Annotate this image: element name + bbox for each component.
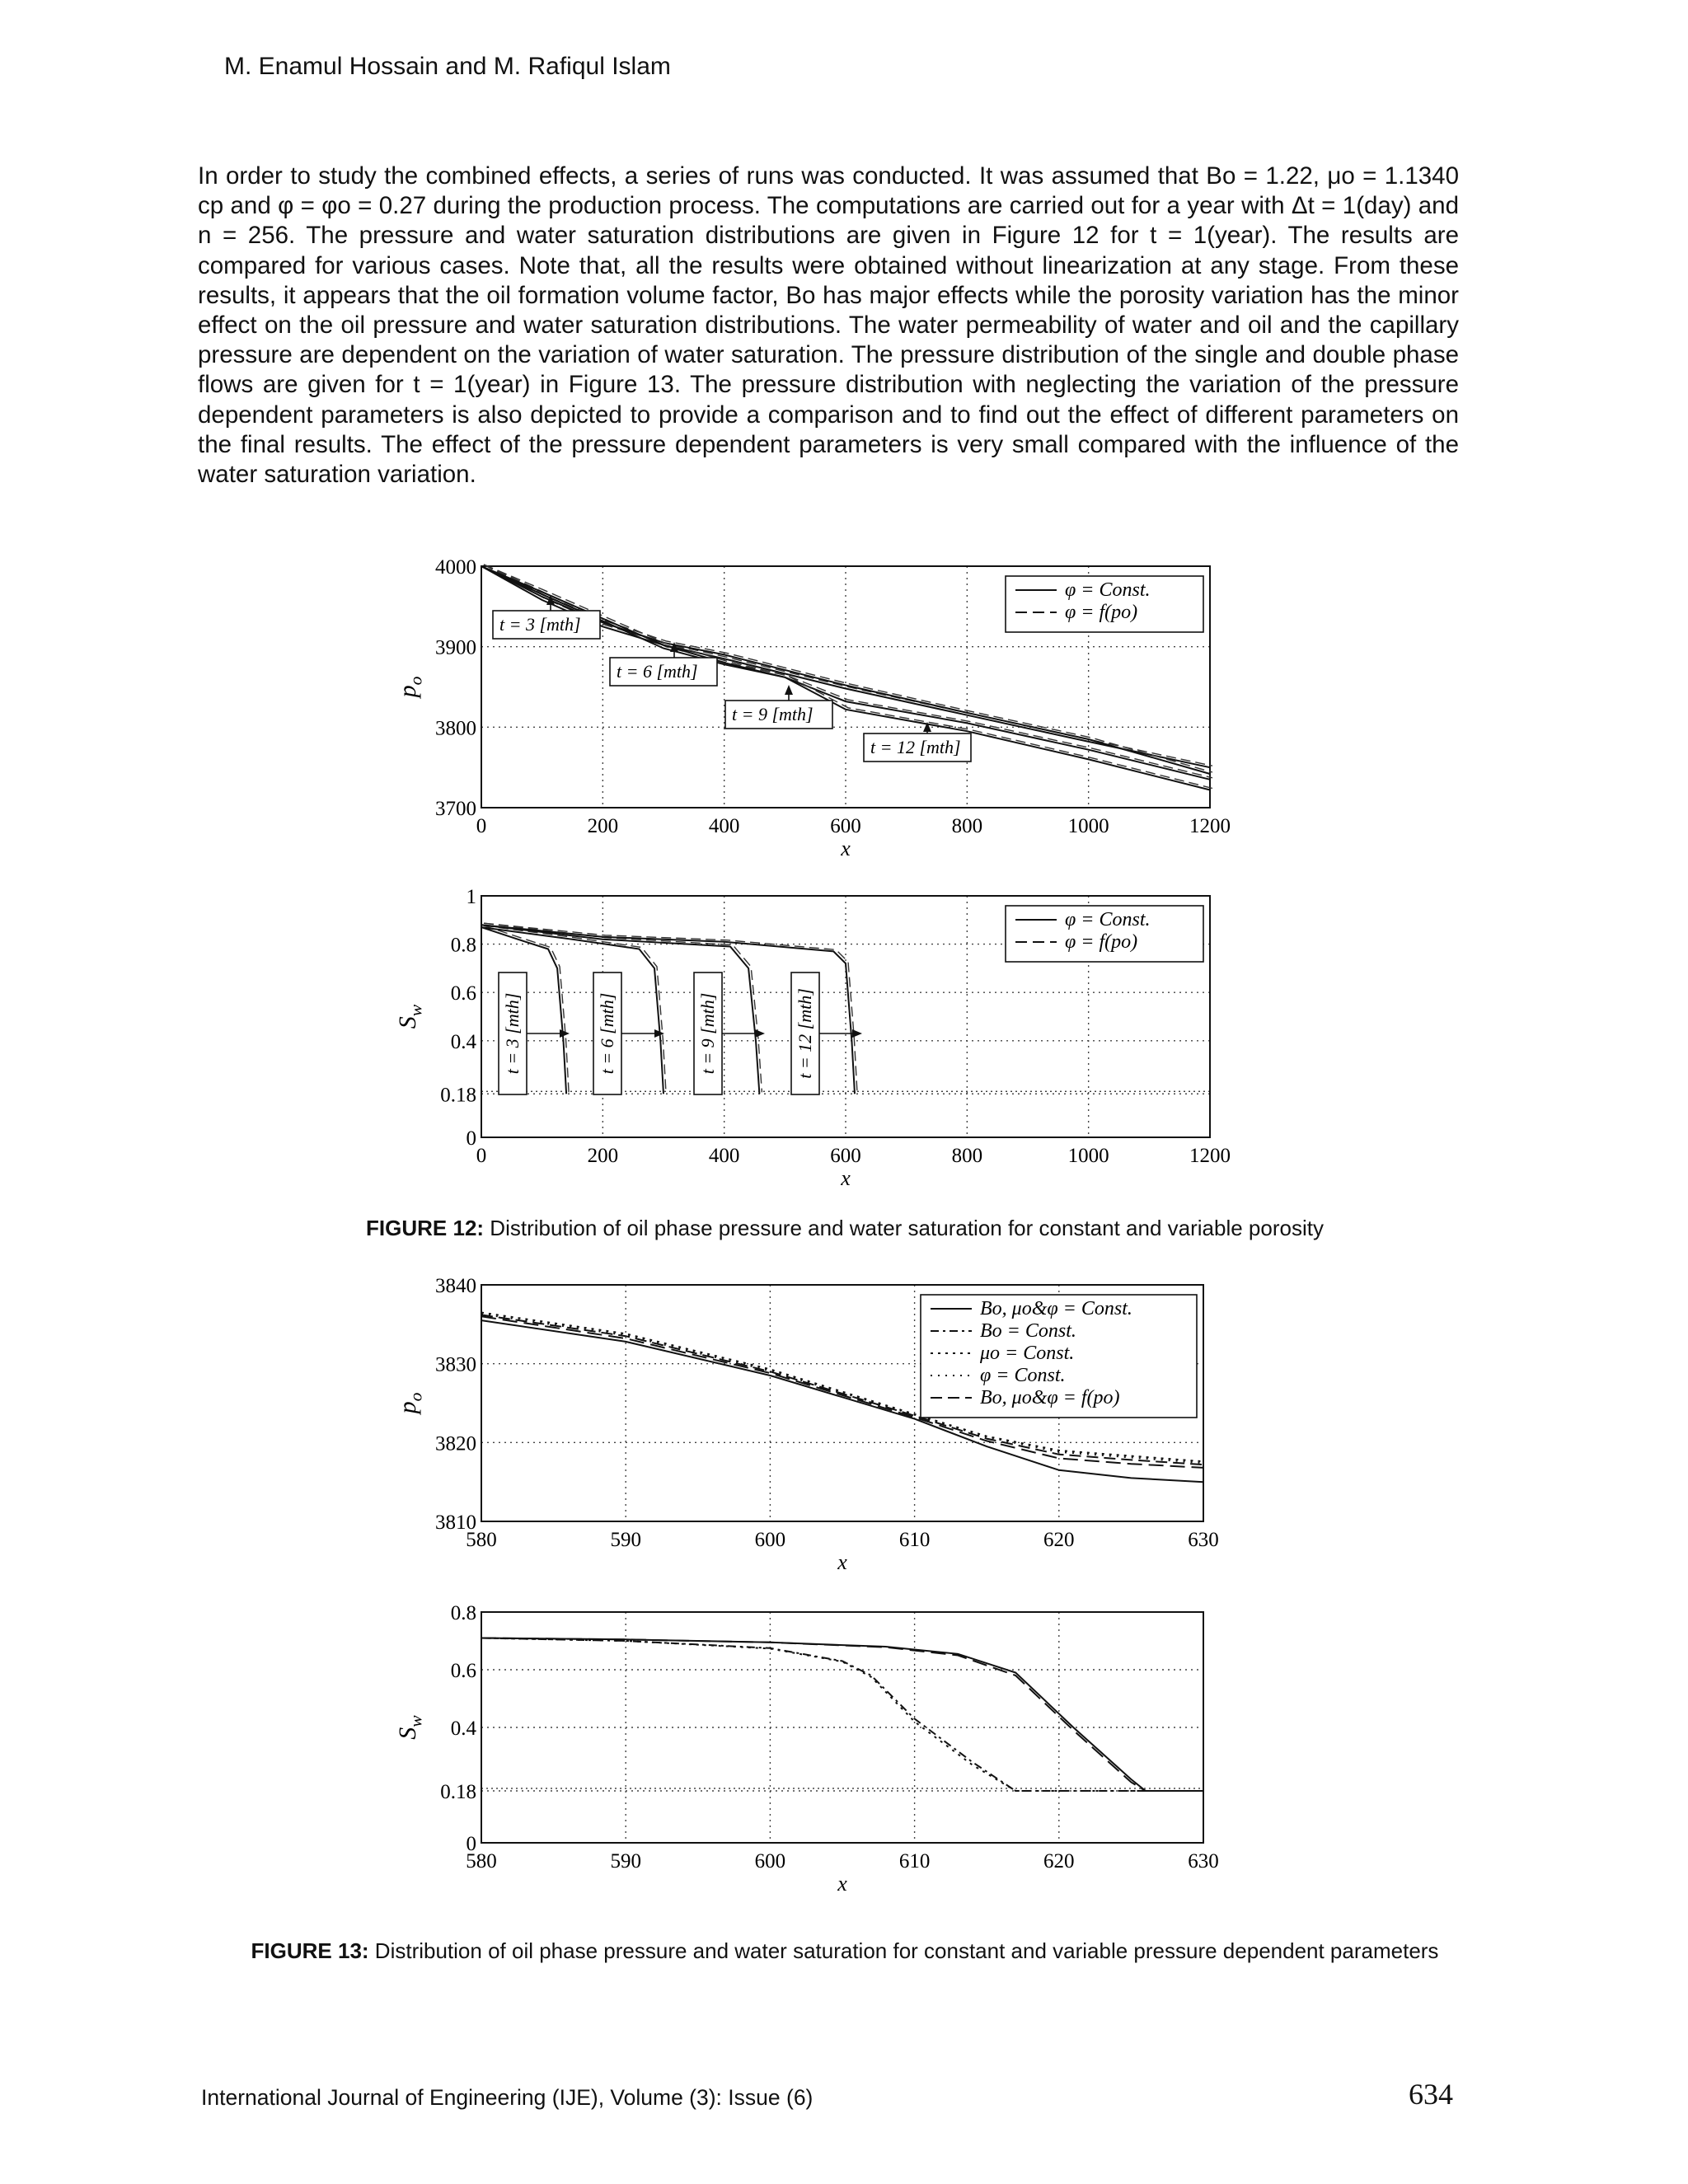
x-tick-label: 800 [951,1145,983,1167]
y-tick-label: 3830 [435,1353,476,1376]
fig13a-plot [394,1275,1219,1574]
plot-frame [481,1612,1203,1843]
x-tick-label: 580 [466,1850,497,1872]
legend-entry: φ = f(po) [1065,602,1138,623]
figure-13-caption [165,1937,1525,1965]
legend-entry: φ = f(po) [1065,931,1138,953]
x-tick-label: 200 [587,1145,619,1167]
figure-12 [0,552,1688,1195]
y-tick-label: 0 [466,1833,476,1855]
annotation-label: t = 9 [mth] [697,992,718,1075]
x-axis-label: x [841,837,851,860]
x-tick-label: 590 [610,1529,641,1551]
y-tick-label: 3800 [435,717,476,740]
x-tick-label: 630 [1188,1529,1219,1551]
y-tick-label: 3700 [435,798,476,820]
y-tick-label: 0 [466,1127,476,1150]
x-tick-label: 600 [754,1529,786,1551]
y-tick-label: 0.8 [450,934,476,957]
x-tick-label: 0 [476,815,487,837]
x-tick-label: 610 [898,1529,931,1551]
y-tick-label: 0.6 [450,1660,476,1682]
fig13b-plot [394,1602,1219,1896]
annotation-label: t = 12 [mth] [870,737,961,757]
x-tick-label: 620 [1043,1850,1075,1872]
page-number: 634 [1409,2078,1453,2111]
x-tick-label: 1200 [1189,1145,1231,1167]
paragraph-text: In order to study the combined effects, a series of runs was conducted. It was assumed that Bo = 1.22, μo = 1.1340 cp and φ = φo = 0.27 during the production process. The computations are carried out for a year with Δt = 1(day) and n = 256. The pressure and water saturation distributions are given in Figure 12 for t = 1(year). The results are compared for various cases. Note that, all the results were obtained without linearization at any stage. From these results, it appears that the oil formation volume factor, Bo has major effects while the porosity variation has the minor effect on the oil pressure and water saturation distributions. The water permeability of water and oil and the capillary pressure are dependent on the variation of water saturation. The pressure distribution of the single and double phase flows are given for t = 1(year) in Figure 13. The pressure distribution with neglecting the variation of the pressure dependent parameters is also depicted to provide a comparison and to find out the effect of different parameters on the final results. The effect of the pressure dependent parameters is very small compared with the influence of the water saturation variation. [198,162,1459,489]
y-tick-label: 3840 [435,1275,476,1297]
x-tick-label: 800 [951,815,983,837]
annotation-label: t = 3 [mth] [502,992,523,1075]
annotation-label: t = 3 [mth] [499,614,581,635]
legend-entry: φ = Const. [980,1365,1066,1386]
x-tick-label: 1000 [1067,1145,1109,1167]
x-axis-label: x [841,1166,851,1190]
figure-12-caption [165,1214,1525,1242]
legend-entry: Bo, μo&φ = Const. [980,1298,1132,1319]
annotation-label: t = 6 [mth] [597,992,617,1075]
body-paragraph [198,162,1459,490]
y-tick-label: 0.4 [450,1718,476,1740]
x-tick-label: 600 [830,1145,861,1167]
y-tick-label: 4000 [435,556,476,579]
legend-entry: φ = Const. [1065,909,1151,930]
y-axis-label: $S_w$ [394,1004,426,1029]
x-tick-label: 610 [898,1850,931,1872]
y-tick-label: 0.8 [450,1602,476,1624]
x-tick-label: 400 [708,815,740,837]
y-tick-label: 1 [466,886,476,908]
y-tick-label: 0.18 [440,1084,476,1107]
legend-entry: Bo = Const. [980,1320,1076,1342]
x-tick-label: 600 [830,815,861,837]
annotation-label: t = 6 [mth] [617,661,698,682]
y-tick-label: 3810 [435,1511,476,1534]
figure-12-caption-text: Distribution of oil phase pressure and water saturation for constant and variable porosity [484,1216,1324,1240]
y-axis-label: $S_w$ [394,1715,426,1740]
legend-entry: μo = Const. [980,1343,1075,1364]
y-tick-label: 0.6 [450,982,476,1005]
fig12a-plot [394,556,1231,860]
x-tick-label: 0 [476,1145,487,1167]
figure-13 [0,1269,1688,1929]
annotation-label: t = 9 [mth] [732,704,814,724]
x-tick-label: 590 [610,1850,641,1872]
x-tick-label: 600 [754,1850,786,1872]
arrow-head [852,1029,862,1038]
x-tick-label: 400 [708,1145,740,1167]
figure-13-caption-label: FIGURE 13: [251,1938,369,1963]
running-header: M. Enamul Hossain and M. Rafiqul Islam [224,53,671,80]
y-tick-label: 0.18 [440,1781,476,1803]
fig12b-plot [394,886,1231,1190]
x-tick-label: 1200 [1189,815,1231,837]
y-tick-label: 3820 [435,1432,476,1455]
x-tick-label: 200 [587,815,619,837]
figure-13-caption-text: Distribution of oil phase pressure and water saturation for constant and variable pressure dependent parameters [368,1938,1439,1963]
x-tick-label: 630 [1188,1850,1219,1872]
series-line [481,1638,1203,1792]
y-tick-label: 0.4 [450,1030,476,1053]
x-tick-label: 620 [1043,1529,1075,1551]
footer-journal: International Journal of Engineering (IJE), Volume (3): Issue (6) [201,2085,814,2110]
y-axis-label: $p_o$ [394,1392,426,1414]
x-tick-label: 580 [466,1529,497,1551]
annotation-label: t = 12 [mth] [795,988,815,1079]
y-tick-label: 3900 [435,636,476,659]
figure-12-caption-label: FIGURE 12: [366,1216,485,1240]
legend-entry: φ = Const. [1065,579,1151,601]
x-axis-label: x [837,1550,847,1574]
arrow-head [785,685,793,695]
x-axis-label: x [837,1872,847,1896]
y-axis-label: $p_o$ [394,676,426,698]
x-tick-label: 1000 [1067,815,1109,837]
arrow-head [755,1029,765,1038]
legend-entry: Bo, μo&φ = f(po) [980,1387,1120,1408]
